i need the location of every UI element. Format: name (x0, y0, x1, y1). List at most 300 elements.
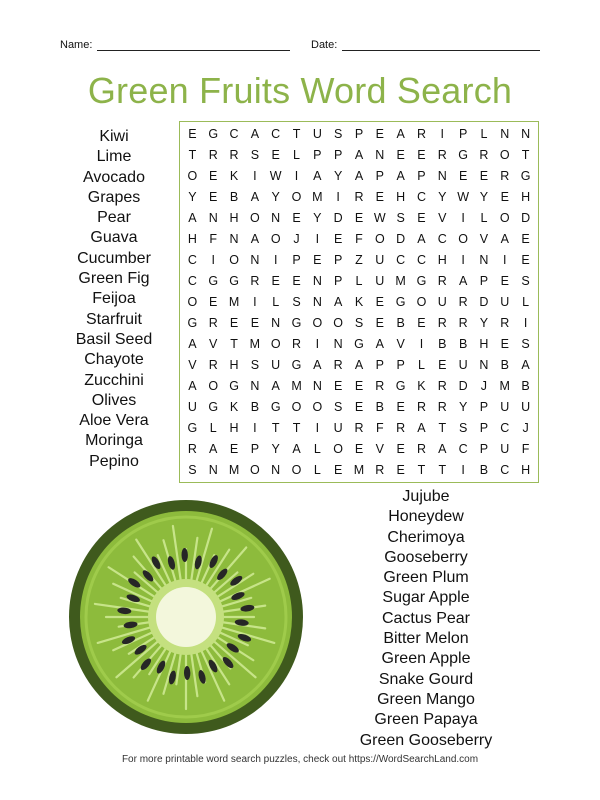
grid-letter[interactable]: V (479, 232, 489, 247)
grid-letter[interactable]: C (187, 274, 197, 289)
grid-letter[interactable]: E (438, 357, 447, 372)
grid-letter[interactable]: Y (333, 169, 343, 184)
grid-letter[interactable]: T (188, 148, 197, 163)
grid-letter[interactable]: S (458, 420, 468, 435)
grid-letter[interactable]: G (208, 399, 219, 414)
grid-letter[interactable]: R (250, 274, 260, 289)
word-item: Zucchini (84, 371, 144, 389)
grid-letter[interactable]: M (395, 274, 406, 289)
grid-letter[interactable]: U (271, 357, 281, 372)
grid-letter[interactable]: C (416, 253, 426, 268)
grid-letter[interactable]: B (250, 399, 260, 414)
grid-letter[interactable]: S (292, 294, 301, 309)
grid-letter[interactable]: H (437, 253, 447, 268)
grid-letter[interactable]: P (375, 357, 384, 372)
word-item: Grapes (87, 188, 141, 206)
grid-letter[interactable]: R (187, 441, 197, 456)
grid-letter[interactable]: T (438, 420, 447, 435)
kiwi-illustration (67, 498, 305, 736)
grid-letter[interactable]: R (500, 315, 510, 330)
grid-letter[interactable]: S (250, 357, 260, 372)
grid-letter[interactable]: N (375, 148, 385, 163)
grid-letter[interactable]: U (500, 441, 510, 456)
grid-letter[interactable]: I (253, 420, 257, 435)
grid-letter[interactable]: U (500, 294, 510, 309)
grid-letter[interactable]: N (437, 169, 447, 184)
grid-letter[interactable]: V (188, 357, 197, 372)
grid-letter[interactable]: P (458, 127, 468, 142)
grid-letter[interactable]: R (416, 441, 426, 456)
grid-letter[interactable]: E (354, 211, 364, 226)
grid-letter[interactable]: R (416, 127, 426, 142)
grid-letter[interactable]: F (521, 441, 530, 456)
grid-letter[interactable]: G (395, 378, 406, 393)
grid-letter[interactable]: R (437, 378, 447, 393)
grid-letter[interactable]: R (354, 420, 364, 435)
grid-letter[interactable]: L (272, 294, 280, 309)
grid-letter[interactable]: I (273, 253, 278, 268)
grid-letter[interactable]: F (376, 420, 384, 435)
grid-letter[interactable]: E (417, 211, 426, 226)
grid-letter[interactable]: E (396, 462, 405, 477)
grid-letter[interactable]: O (291, 190, 302, 205)
name-field-line[interactable] (97, 50, 290, 51)
grid-letter[interactable]: R (437, 274, 447, 289)
grid-letter[interactable]: H (521, 190, 531, 205)
letter-grid[interactable] (179, 121, 539, 483)
grid-letter[interactable]: N (271, 315, 281, 330)
grid-letter[interactable]: M (499, 378, 510, 393)
grid-letter[interactable]: U (375, 253, 385, 268)
grid-letter[interactable]: E (354, 399, 364, 414)
word-list-right (340, 487, 512, 751)
grid-letter[interactable]: T (417, 462, 426, 477)
grid-letter[interactable]: O (312, 315, 323, 330)
grid-letter[interactable]: E (188, 127, 197, 142)
grid-letter[interactable]: U (500, 399, 510, 414)
grid-letter[interactable]: G (458, 148, 468, 163)
grid-letter[interactable]: R (437, 148, 447, 163)
grid-letter[interactable]: K (354, 294, 364, 309)
grid-letter[interactable]: A (188, 378, 197, 393)
grid-letter[interactable]: I (336, 190, 340, 205)
grid-letter[interactable]: E (458, 169, 468, 184)
grid-letter[interactable]: P (333, 253, 343, 268)
grid-letter[interactable]: E (479, 169, 489, 184)
grid-letter[interactable]: O (499, 211, 510, 226)
grid-letter[interactable]: C (458, 441, 468, 456)
grid-letter[interactable]: P (354, 127, 364, 142)
grid-letter[interactable]: A (521, 357, 530, 372)
grid-letter[interactable]: A (396, 127, 405, 142)
grid-letter[interactable]: R (208, 148, 218, 163)
grid-letter[interactable]: M (249, 336, 261, 351)
grid-letter[interactable]: M (312, 190, 323, 205)
grid-letter[interactable]: S (354, 315, 364, 330)
grid-letter[interactable]: E (500, 190, 509, 205)
grid-letter[interactable]: E (209, 294, 218, 309)
grid-letter[interactable]: U (375, 274, 385, 289)
grid-letter[interactable]: N (208, 462, 218, 477)
grid-letter[interactable]: D (458, 378, 468, 393)
grid-letter[interactable]: B (229, 190, 239, 205)
grid-letter[interactable]: L (293, 148, 300, 163)
grid-letter[interactable]: R (396, 420, 406, 435)
grid-letter[interactable]: E (375, 315, 384, 330)
grid-letter[interactable]: V (396, 336, 405, 351)
grid-letter[interactable]: H (521, 462, 531, 477)
grid-letter[interactable]: R (416, 399, 426, 414)
grid-letter[interactable]: I (461, 253, 465, 268)
grid-letter[interactable]: O (416, 294, 427, 309)
grid-letter[interactable]: G (229, 274, 239, 289)
grid-letter[interactable]: R (479, 148, 489, 163)
grid-letter[interactable]: N (208, 211, 218, 226)
grid-letter[interactable]: O (187, 169, 198, 184)
grid-letter[interactable]: A (354, 357, 364, 372)
grid-letter[interactable]: B (500, 357, 509, 372)
grid-letter[interactable]: S (188, 462, 197, 477)
grid-letter[interactable]: I (503, 253, 507, 268)
grid-letter[interactable]: P (479, 399, 489, 414)
grid-letter[interactable]: L (313, 441, 321, 456)
grid-letter[interactable]: O (250, 462, 260, 477)
grid-letter[interactable]: A (458, 274, 468, 289)
grid-letter[interactable]: E (396, 441, 405, 456)
grid-letter[interactable]: F (209, 232, 218, 247)
grid-letter[interactable]: R (500, 169, 510, 184)
grid-letter[interactable]: N (229, 232, 239, 247)
grid-letter[interactable]: Y (188, 190, 197, 205)
grid-letter[interactable]: E (292, 274, 301, 289)
grid-letter[interactable]: E (209, 190, 218, 205)
grid-letter[interactable]: K (417, 378, 426, 393)
grid-letter[interactable]: E (500, 336, 509, 351)
grid-letter[interactable]: U (312, 127, 322, 142)
grid-letter[interactable]: E (333, 232, 343, 247)
grid-letter[interactable]: O (333, 315, 344, 330)
grid-letter[interactable]: E (271, 148, 280, 163)
grid-letter[interactable]: P (313, 148, 322, 163)
grid-letter[interactable]: N (479, 357, 489, 372)
grid-letter[interactable]: N (271, 211, 281, 226)
grid-letter[interactable]: N (479, 253, 489, 268)
grid-letter[interactable]: Y (271, 190, 280, 205)
grid-letter[interactable]: I (419, 336, 424, 351)
grid-letter[interactable]: B (479, 462, 489, 477)
grid-letter[interactable]: P (479, 420, 489, 435)
grid-letter[interactable]: N (521, 127, 531, 142)
grid-letter[interactable]: O (291, 462, 302, 477)
grid-letter[interactable]: A (417, 420, 426, 435)
grid-letter[interactable]: I (211, 253, 215, 268)
grid-letter[interactable]: P (479, 274, 489, 289)
grid-letter[interactable]: V (375, 441, 384, 456)
grid-letter[interactable]: C (271, 127, 281, 142)
grid-letter[interactable]: O (499, 148, 510, 163)
grid-letter[interactable]: C (229, 127, 239, 142)
grid-letter[interactable]: T (292, 127, 301, 142)
grid-letter[interactable]: R (354, 190, 364, 205)
grid-letter[interactable]: U (521, 399, 531, 414)
grid-letter[interactable]: E (313, 253, 322, 268)
grid-letter[interactable]: V (438, 211, 447, 226)
grid-letter[interactable]: N (312, 274, 322, 289)
grid-letter[interactable]: U (437, 294, 447, 309)
grid-letter[interactable]: O (333, 441, 344, 456)
grid-letter[interactable]: C (416, 190, 426, 205)
grid-letter[interactable]: A (292, 441, 301, 456)
grid-letter[interactable]: E (417, 148, 426, 163)
grid-letter[interactable]: S (333, 127, 343, 142)
grid-letter[interactable]: R (375, 462, 385, 477)
word-item: Feijoa (92, 290, 136, 308)
grid-letter[interactable]: L (480, 127, 488, 142)
grid-letter[interactable]: I (294, 169, 299, 184)
grid-letter[interactable]: O (291, 399, 302, 414)
grid-letter[interactable]: I (461, 462, 465, 477)
grid-letter[interactable]: E (229, 441, 239, 456)
grid-letter[interactable]: C (187, 253, 197, 268)
grid-letter[interactable]: Y (479, 315, 489, 330)
grid-letter[interactable]: E (375, 127, 384, 142)
grid-letter[interactable]: E (333, 462, 343, 477)
grid-letter[interactable]: F (355, 232, 363, 247)
grid-letter[interactable]: V (209, 336, 218, 351)
grid-letter[interactable]: E (292, 211, 301, 226)
grid-letter[interactable]: U (458, 357, 468, 372)
grid-letter[interactable]: P (333, 148, 343, 163)
grid-letter[interactable]: G (395, 294, 406, 309)
grid-letter[interactable]: A (188, 211, 197, 226)
grid-letter[interactable]: G (187, 420, 198, 435)
grid-letter[interactable]: E (354, 378, 364, 393)
grid-letter[interactable]: N (312, 378, 322, 393)
grid-letter[interactable]: G (354, 336, 364, 351)
grid-letter[interactable]: D (396, 232, 406, 247)
grid-letter[interactable]: Y (479, 190, 489, 205)
grid-letter[interactable]: Y (271, 441, 280, 456)
grid-letter[interactable]: I (315, 336, 320, 351)
grid-letter[interactable]: E (396, 399, 405, 414)
grid-letter[interactable]: O (208, 378, 219, 393)
grid-letter[interactable]: O (270, 336, 281, 351)
grid-letter[interactable]: O (312, 399, 323, 414)
grid-letter[interactable]: G (229, 378, 239, 393)
grid-letter[interactable]: A (500, 232, 509, 247)
grid-letter[interactable]: S (250, 148, 260, 163)
grid-letter[interactable]: P (417, 169, 426, 184)
grid-letter[interactable]: P (333, 274, 343, 289)
grid-letter[interactable]: A (375, 336, 384, 351)
grid-letter[interactable]: T (438, 462, 447, 477)
grid-letter[interactable]: H (229, 211, 239, 226)
grid-letter[interactable]: S (521, 274, 530, 289)
grid-letter[interactable]: G (416, 274, 427, 289)
grid-letter[interactable]: I (523, 315, 528, 330)
grid-letter[interactable]: C (437, 232, 447, 247)
grid-letter[interactable]: A (313, 169, 322, 184)
grid-letter[interactable]: A (354, 169, 364, 184)
grid-letter[interactable]: P (479, 441, 489, 456)
grid-letter[interactable]: R (437, 315, 447, 330)
grid-letter[interactable]: R (292, 336, 302, 351)
grid-letter[interactable]: E (333, 378, 343, 393)
grid-letter[interactable]: B (521, 378, 530, 393)
grid-letter[interactable]: A (271, 378, 280, 393)
grid-letter[interactable]: W (457, 190, 470, 205)
grid-letter[interactable]: A (188, 336, 197, 351)
grid-letter[interactable]: O (229, 253, 239, 268)
grid-letter[interactable]: Z (355, 253, 363, 268)
grid-letter[interactable]: J (293, 232, 300, 247)
grid-letter[interactable]: I (315, 232, 320, 247)
grid-letter[interactable]: A (396, 169, 405, 184)
grid-letter[interactable]: R (458, 294, 468, 309)
grid-letter[interactable]: W (269, 169, 282, 184)
grid-letter[interactable]: N (250, 253, 260, 268)
grid-letter[interactable]: E (229, 315, 239, 330)
grid-letter[interactable]: N (250, 378, 260, 393)
grid-letter[interactable]: E (209, 169, 218, 184)
grid-letter[interactable]: B (396, 315, 405, 330)
grid-letter[interactable]: M (228, 294, 240, 309)
grid-letter[interactable]: E (271, 274, 280, 289)
grid-letter[interactable]: I (253, 169, 257, 184)
grid-letter[interactable]: E (500, 274, 509, 289)
grid-letter[interactable]: U (333, 420, 343, 435)
grid-letter[interactable]: B (458, 336, 468, 351)
grid-letter[interactable]: R (333, 357, 343, 372)
grid-letter[interactable]: P (292, 253, 301, 268)
grid-letter[interactable]: D (333, 211, 343, 226)
grid-letter[interactable]: B (375, 399, 384, 414)
grid-letter[interactable]: L (209, 420, 217, 435)
grid-letter[interactable]: C (500, 420, 510, 435)
grid-letter[interactable]: M (291, 378, 302, 393)
grid-letter[interactable]: N (271, 462, 281, 477)
grid-letter[interactable]: B (438, 336, 447, 351)
grid-letter[interactable]: R (229, 148, 239, 163)
grid-letter[interactable]: L (417, 357, 425, 372)
grid-letter[interactable]: H (229, 420, 239, 435)
grid-letter[interactable]: E (375, 294, 384, 309)
grid-letter[interactable]: S (333, 399, 343, 414)
grid-letter[interactable]: C (500, 462, 510, 477)
grid-letter[interactable]: J (480, 378, 488, 393)
grid-letter[interactable]: K (229, 169, 239, 184)
grid-letter[interactable]: N (333, 336, 343, 351)
grid-letter[interactable]: A (333, 294, 343, 309)
grid-letter[interactable]: G (187, 315, 198, 330)
grid-letter[interactable]: Y (438, 190, 447, 205)
grid-letter[interactable]: N (312, 294, 322, 309)
grid-letter[interactable]: A (250, 190, 260, 205)
grid-letter[interactable]: R (208, 315, 218, 330)
grid-letter[interactable]: A (209, 441, 218, 456)
grid-letter[interactable]: J (522, 420, 529, 435)
grid-letter[interactable]: C (396, 253, 406, 268)
grid-letter[interactable]: O (458, 232, 468, 247)
word-item: Green Papaya (374, 711, 478, 729)
word-item: Gooseberry (384, 548, 468, 566)
grid-letter[interactable]: A (313, 357, 322, 372)
grid-letter[interactable]: O (250, 211, 260, 226)
grid-letter[interactable]: G (291, 315, 302, 330)
grid-letter[interactable]: H (187, 232, 197, 247)
date-field-line[interactable] (342, 50, 540, 51)
grid-letter[interactable]: E (417, 315, 426, 330)
grid-letter[interactable]: E (250, 315, 260, 330)
grid-letter[interactable]: P (396, 357, 405, 372)
grid-letter[interactable]: N (500, 127, 510, 142)
grid-letter[interactable]: E (354, 441, 364, 456)
grid-letter[interactable]: T (271, 420, 280, 435)
grid-letter[interactable]: G (208, 127, 219, 142)
grid-letter[interactable]: P (250, 441, 260, 456)
grid-letter[interactable]: A (354, 148, 364, 163)
grid-letter[interactable]: G (270, 399, 281, 414)
grid-letter[interactable]: E (521, 253, 530, 268)
grid-letter[interactable]: T (292, 420, 301, 435)
grid-letter[interactable]: G (520, 169, 531, 184)
grid-letter[interactable]: D (521, 211, 531, 226)
grid-letter[interactable]: G (291, 357, 302, 372)
grid-letter[interactable]: L (480, 211, 488, 226)
grid-letter[interactable]: P (375, 169, 384, 184)
grid-letter[interactable]: A (438, 441, 447, 456)
grid-letter[interactable]: O (374, 232, 385, 247)
grid-letter[interactable]: Y (313, 211, 322, 226)
grid-letter[interactable]: W (373, 211, 386, 226)
grid-letter[interactable]: Y (458, 399, 468, 414)
grid-letter[interactable]: I (315, 420, 320, 435)
grid-letter[interactable]: A (250, 127, 260, 142)
grid-letter[interactable]: R (458, 315, 468, 330)
grid-letter[interactable]: D (479, 294, 489, 309)
grid-letter[interactable]: K (229, 399, 239, 414)
grid-letter[interactable]: H (396, 190, 406, 205)
grid-letter[interactable]: A (250, 232, 260, 247)
grid-letter[interactable]: E (521, 232, 530, 247)
grid-letter[interactable]: A (417, 232, 426, 247)
grid-letter[interactable]: O (187, 294, 198, 309)
grid-letter[interactable]: L (355, 274, 363, 289)
grid-letter[interactable]: T (521, 148, 530, 163)
grid-letter[interactable]: M (353, 462, 365, 477)
grid-letter[interactable]: L (522, 294, 530, 309)
grid-letter[interactable]: E (396, 148, 405, 163)
grid-letter[interactable]: R (208, 357, 218, 372)
grid-letter[interactable]: E (375, 190, 384, 205)
grid-letter[interactable]: I (461, 211, 465, 226)
grid-letter[interactable]: R (375, 378, 385, 393)
grid-letter[interactable]: O (270, 232, 281, 247)
grid-letter[interactable]: L (313, 462, 321, 477)
grid-letter[interactable]: I (440, 127, 445, 142)
grid-letter[interactable]: U (187, 399, 197, 414)
grid-letter[interactable]: I (253, 294, 257, 309)
grid-letter[interactable]: S (396, 211, 405, 226)
grid-letter[interactable]: R (437, 399, 447, 414)
grid-letter[interactable]: H (229, 357, 239, 372)
grid-letter[interactable]: G (208, 274, 219, 289)
word-item: Honeydew (388, 508, 464, 526)
grid-letter[interactable]: S (521, 336, 530, 351)
grid-letter[interactable]: M (228, 462, 240, 477)
grid-letter[interactable]: T (230, 336, 238, 351)
grid-letter[interactable]: H (479, 336, 489, 351)
